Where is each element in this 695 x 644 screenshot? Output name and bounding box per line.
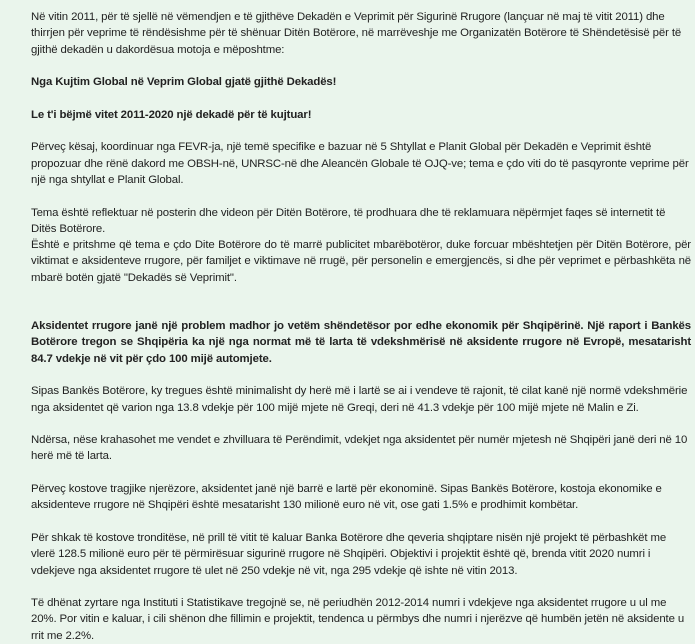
motto-line-1: Nga Kujtim Global në Veprim Global gjatë gjithë Dekadës! xyxy=(31,76,337,89)
poster-paragraph: Tema është reflektuar në posterin dhe videon për Ditën Botërore, të prodhuara dhe të reklamuara nëpërmjet faqes së internetit të Ditës Botërore. xyxy=(31,206,666,235)
western-comparison-paragraph: Ndërsa, nëse krahasohet me vendet e zhvilluara të Perëndimit, vdekjet nga aksidentet për numër mjetesh në Shqipëri janë deri në 10 herë më të larta. xyxy=(31,434,688,463)
albania-accidents-paragraph: Aksidentet rrugore janë një problem madhor jo vetëm shëndetësor por edhe ekonomik për Shqipërinë. Një raport i Bankës Botërore tregon se Shqipëria ka një nga normat më të larta të vdekshmërisë në aksidente rrugore në Evropë, mesatarisht 84.7 vdekje në vit për çdo 100 mijë automjete. xyxy=(31,320,691,365)
economic-cost-paragraph: Përveç kostove tragjike njerëzore, aksidentet janë një barrë e lartë për ekonominë. Sipas Bankës Botërore, kostoja ekonomike e aksidenteve rrugore në Shqipëri është mesatarisht 130 milionë euro në vit, ose gati 1.5% e prodhimit kombëtar. xyxy=(31,483,662,512)
world-bank-paragraph: Sipas Bankës Botërore, ky tregues është minimalisht dy herë më i lartë se ai i vendeve të rajonit, të cilat kanë një normë vdekshmërie nga aksidentet që varion nga 13.8 vdekje për 100 mijë mjete në Greqi, deri në 41.3 vdekje për 100 mijë mjete në Malin e Zi. xyxy=(31,385,688,414)
pillars-paragraph: Përveç kësaj, koordinuar nga FEVR-ja, një temë specifike e bazuar në 5 Shtyllat e Planit Global për Dekadën e Veprimit është propozuar dhe rënë dakord me OBSH-në, UNRSC-në dhe Aleancën Globale të OJQ-ve; tema e çdo viti do të pasqyronte veprime për një nga shtyllat e Planit Global. xyxy=(31,141,689,186)
motto-line-2: Le t'i bëjmë vitet 2011-2020 një dekadë për të kujtuar! xyxy=(31,108,312,121)
statistics-paragraph: Të dhënat zyrtare nga Instituti i Statistikave tregojnë se, në periudhën 2012-2014 numri i vdekjeve nga aksidentet rrugore u ul me 20%. Por vitin e kaluar, i cili shënon dhe fillimin e projektit, tendenca u përmbys dhe numri i njerëzve që humbën jetën në aksidente u rrit me 2.2%. xyxy=(31,597,685,642)
intro-paragraph: Në vitin 2011, për të sjellë në vëmendjen e të gjithëve Dekadën e Veprimit për Sigurinë Rrugore (lançuar në maj të vitit 2011) dhe thirrjen për veprime të rëndësishme për të shënuar Ditën Botërore, në marrëveshje me Organizatën Botërore të Shëndetësisë për të gjithë dekadën u dakordësua motoja e mëposhtme: xyxy=(31,11,682,56)
publicity-paragraph: Është e pritshme që tema e çdo Dite Botërore do të marrë publicitet mbarëbotëror, duke forcuar mbështetjen për Ditën Botërore, për viktimat e aksidenteve rrugore, për familjet e viktimave në rrugë, për personelin e emergjencës, si dhe për veprimet e përbashkëta në mbarë botën gjatë "Dekadës së Veprimit". xyxy=(31,239,691,284)
project-paragraph: Për shkak të kostove tronditëse, në prill të vitit të kaluar Banka Botërore dhe qeveria shqiptare nisën një projekt të përbashkët me vlerë 128.5 milionë euro për të përmirësuar sigurinë rrugore në Shqipëri. Objektivi i projektit është që, brenda vitit 2020 numri i vdekjeve nga aksidentet rrugore të ulet në 250 vdekje në vit, nga 295 vdekje që ishte në vitin 2013. xyxy=(31,531,667,577)
